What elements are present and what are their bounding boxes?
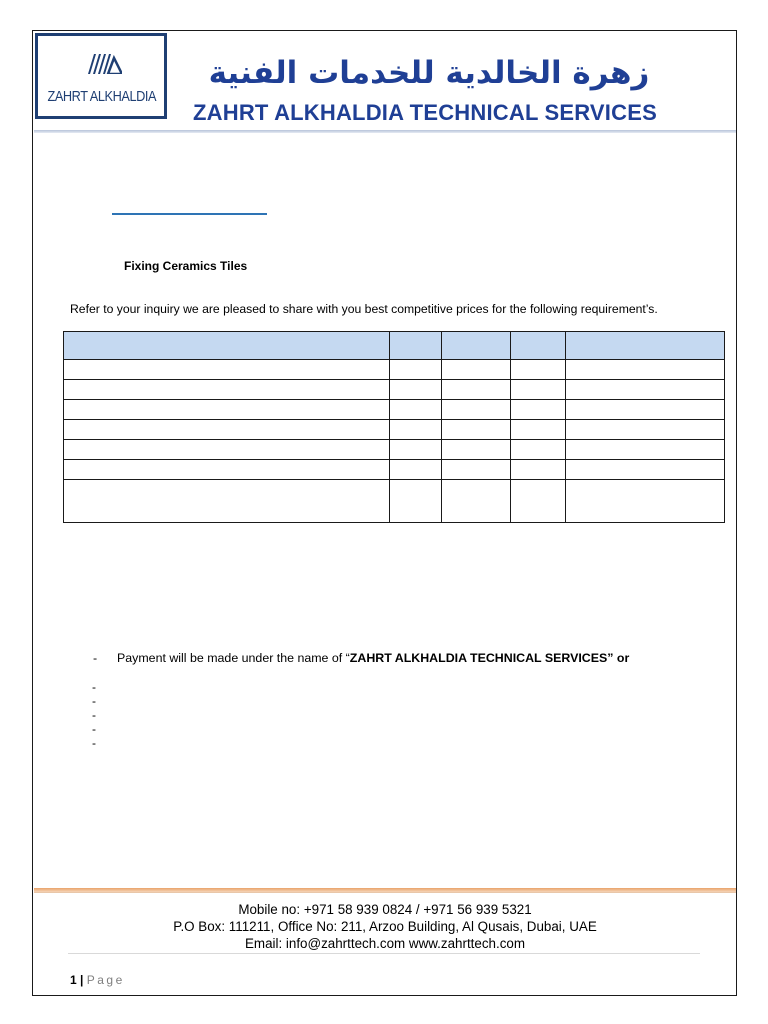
table-cell xyxy=(64,360,390,380)
table-row xyxy=(64,420,725,440)
table-header-cell xyxy=(511,332,566,360)
table-cell xyxy=(566,440,725,460)
footer-address: P.O Box: 111211, Office No: 211, Arzoo Building, Al Qusais, Dubai, UAE xyxy=(173,919,597,934)
page-number-value: 1 xyxy=(70,973,77,987)
header-divider xyxy=(34,130,736,133)
table-cell xyxy=(64,380,390,400)
page-number xyxy=(70,973,125,987)
table-row xyxy=(64,480,725,523)
table-cell xyxy=(64,420,390,440)
table-cell xyxy=(390,420,442,440)
payment-note xyxy=(93,651,629,665)
terms-list xyxy=(92,680,96,750)
table-cell xyxy=(442,460,511,480)
table-row xyxy=(64,460,725,480)
table-row xyxy=(64,360,725,380)
logo-text: ZAHRT ALKHALDIA xyxy=(47,88,157,105)
list-item: - xyxy=(92,694,96,708)
footer-divider-thin xyxy=(34,892,736,893)
company-name: ZAHRT ALKHALDIA TECHNICAL SERVICES xyxy=(193,100,657,125)
table-header-cell xyxy=(442,332,511,360)
table-cell xyxy=(442,420,511,440)
list-item: - xyxy=(92,722,96,736)
table-cell xyxy=(511,480,566,523)
table-cell xyxy=(566,420,725,440)
table-cell xyxy=(390,380,442,400)
footer-email: Email: info@zahrttech.com www.zahrttech.com xyxy=(244,936,525,951)
page-number-separator: | xyxy=(80,973,84,987)
building-logo-icon xyxy=(86,52,122,74)
table-cell xyxy=(64,440,390,460)
payment-payee: ZAHRT ALKHALDIA TECHNICAL SERVICES” or xyxy=(349,651,630,665)
table-header-row xyxy=(64,332,725,360)
table-cell xyxy=(566,360,725,380)
table-header-cell xyxy=(390,332,442,360)
table-cell xyxy=(64,400,390,420)
blank-underline xyxy=(112,213,267,215)
table-cell xyxy=(566,480,725,523)
company-logo xyxy=(35,33,167,119)
list-item: - xyxy=(92,708,96,722)
page-label: Page xyxy=(86,973,125,987)
table-cell xyxy=(442,400,511,420)
table-cell xyxy=(442,380,511,400)
table-cell xyxy=(390,480,442,523)
table-cell xyxy=(442,480,511,523)
payment-dash: - xyxy=(93,651,98,665)
table-cell xyxy=(511,420,566,440)
intro-paragraph: Refer to your inquiry we are pleased to share with you best competitive prices for the following requirement’s. xyxy=(70,302,658,316)
table-row xyxy=(64,400,725,420)
footer-separator xyxy=(68,953,700,954)
table-cell xyxy=(566,400,725,420)
table-row xyxy=(64,440,725,460)
payment-prefix: Payment will be made under the name of “ xyxy=(117,651,350,665)
quotation-table xyxy=(63,331,725,523)
footer-mobile: Mobile no: +971 58 939 0824 / +971 56 939 5321 xyxy=(238,902,532,917)
subject-line: Fixing Ceramics Tiles xyxy=(124,259,248,273)
table-cell xyxy=(566,460,725,480)
table-cell xyxy=(511,360,566,380)
list-item: - xyxy=(92,736,96,750)
table-cell xyxy=(511,460,566,480)
table-cell xyxy=(442,360,511,380)
table-cell xyxy=(390,400,442,420)
table-cell xyxy=(511,440,566,460)
table-cell xyxy=(511,380,566,400)
table-row xyxy=(64,380,725,400)
table-header-cell xyxy=(566,332,725,360)
list-item: - xyxy=(92,680,96,694)
table-cell xyxy=(64,480,390,523)
table-cell xyxy=(390,440,442,460)
table-cell xyxy=(390,460,442,480)
table-cell xyxy=(64,460,390,480)
table-cell xyxy=(442,440,511,460)
company-name-arabic: زهرة الخالدية للخدمات الفنية xyxy=(208,55,650,91)
table-cell xyxy=(566,380,725,400)
table-cell xyxy=(511,400,566,420)
table-header-cell xyxy=(64,332,390,360)
table-cell xyxy=(390,360,442,380)
